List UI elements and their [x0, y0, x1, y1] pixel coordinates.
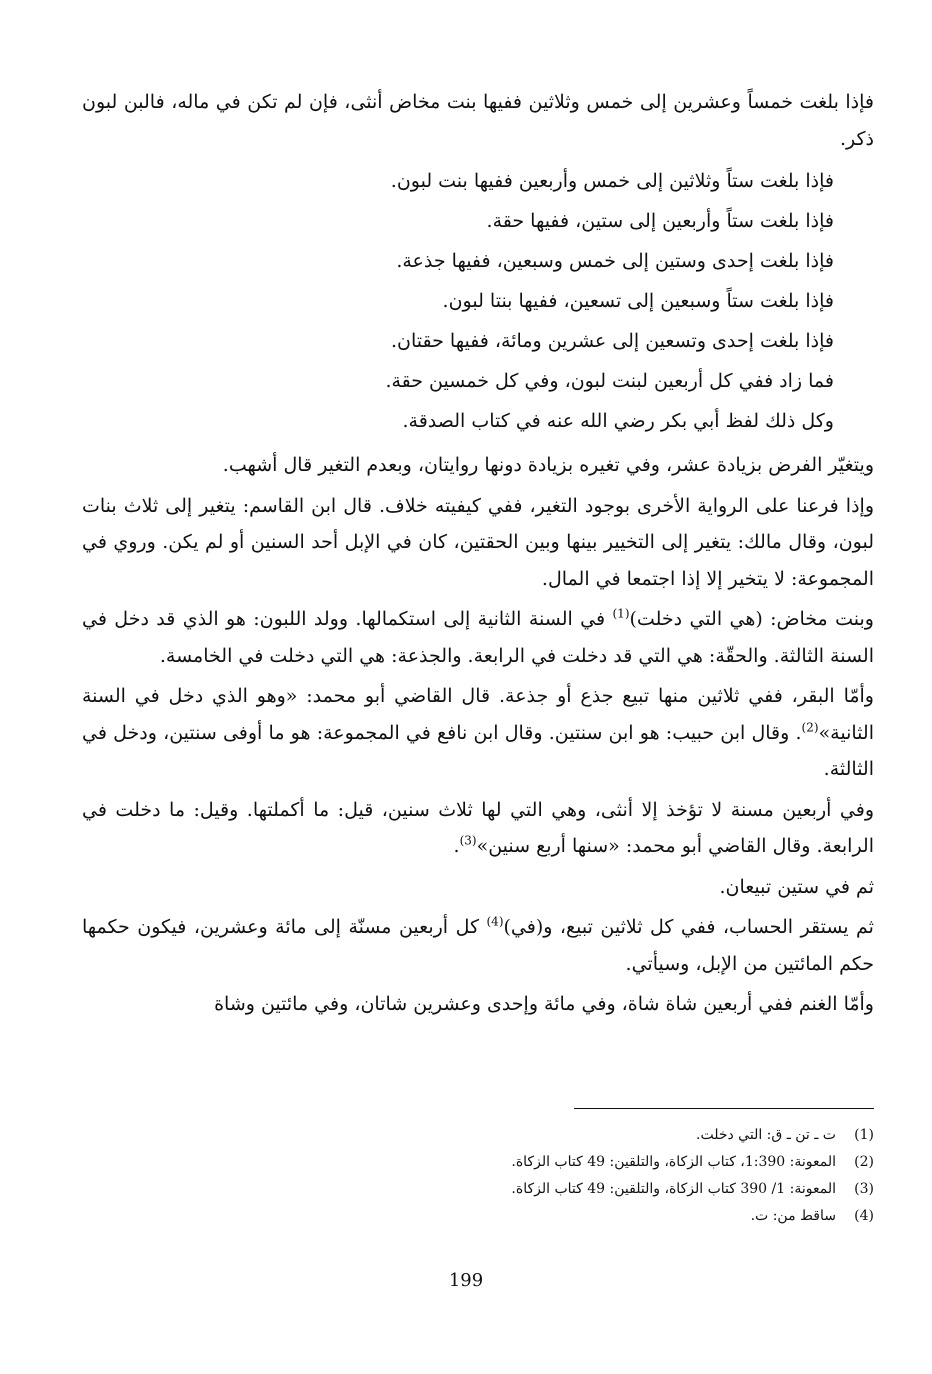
footnote-ref-2: (2) — [801, 720, 819, 735]
footnote-number: (3) — [854, 1181, 874, 1197]
footnote-divider — [574, 1108, 874, 1109]
verse-line: فإذا بلغت إحدى وتسعين إلى عشرين ومائة، ففيها حقتان. — [391, 330, 834, 352]
footnote-ref-4: (4) — [486, 914, 504, 929]
paragraph-5 — [82, 678, 874, 788]
footnote-text: ت ـ تن ـ ق: التي دخلت. — [696, 1127, 836, 1143]
footnote-text: المعونة: 1:390، كتاب الزكاة، والتلقين: 49 كتاب الزكاة. — [511, 1154, 836, 1170]
paragraph-7: ثم في ستين تبيعان. — [719, 875, 874, 898]
footnote-ref-3: (3) — [459, 833, 477, 848]
paragraph-5-rest: . وقال ابن حبيب: هو ابن سنتين. وقال ابن نافع في المجموعة: هو ما أوفى سنتين، ودخل في الثالثة. — [82, 721, 874, 780]
paragraph-4 — [82, 601, 874, 674]
paragraph-6-start: وفي أربعين مسنة لا تؤخذ إلا أنثى، وهي التي لها ثلاث سنين، قيل: ما أكملتها. وقيل: ما دخلت في الرابعة. وقال القاضي أبو محمد: «سنها أربع سنين» — [82, 798, 874, 857]
paragraph-2: ويتغيّر الفرض بزيادة عشر، وفي تغيره بزيادة دونها روايتان، وبعدم التغير قال أشهب. — [222, 454, 874, 476]
footnotes — [274, 1122, 874, 1230]
verse-line: فإذا بلغت ستاً وسبعين إلى تسعين، ففيها بنتا لبون. — [442, 290, 834, 312]
footnote-item — [274, 1149, 874, 1176]
paragraph-8-start: ثم يستقر الحساب، ففي كل ثلاثين تبيع، و(في) — [503, 916, 874, 938]
footnote-number: (4) — [854, 1208, 874, 1224]
footnote-text: ساقط من: ت. — [750, 1208, 836, 1224]
footnote-number: (2) — [854, 1154, 874, 1170]
paragraph-6 — [82, 792, 874, 865]
paragraph-8-rest: كل أربعين مسنّة إلى مائة وعشرين، فيكون حكمها حكم المائتين من الإبل، وسيأتي. — [82, 916, 874, 975]
paragraph-6-rest: . — [453, 835, 460, 857]
paragraph-4-start: وبنت مخاض: (هي التي دخلت) — [629, 608, 874, 630]
verse-line: فإذا بلغت ستاً وأربعين إلى ستين، ففيها حقة. — [486, 210, 834, 232]
main-text — [82, 84, 874, 1027]
paragraph-3: وإذا فرعنا على الرواية الأخرى بوجود التغير، ففي كيفيته خلاف. قال ابن القاسم: يتغير إلى ثلاث بنات لبون، وقال مالك: يتغير إلى التخيير بينها وبين الحقتين، كان في الإبل أحد السنين أو لم يكن. وروي في المجموعة: لا يتخير إلا إذا اجتمعا في المال. — [82, 494, 874, 590]
footnote-item — [274, 1176, 874, 1203]
verse-line: فإذا بلغت ستاً وثلاثين إلى خمس وأربعين ففيها بنت لبون. — [390, 170, 834, 192]
verse-line: وكل ذلك لفظ أبي بكر رضي الله عنه في كتاب الصدقة. — [402, 410, 834, 432]
verse-line: فما زاد ففي كل أربعين لبنت لبون، وفي كل خمسين حقة. — [385, 370, 834, 392]
verse-line: فإذا بلغت إحدى وستين إلى خمس وسبعين، ففيها جذعة. — [396, 250, 834, 272]
paragraph-9: وأمّا الغنم ففي أربعين شاة شاة، وفي مائة وإحدى وعشرين شاتان، وفي مائتين وشاة — [214, 993, 874, 1015]
paragraph-8 — [82, 909, 874, 982]
footnote-item — [274, 1122, 874, 1149]
footnote-text: المعونة: 1/ 390 كتاب الزكاة، والتلقين: 49 كتاب الزكاة. — [511, 1181, 836, 1197]
footnote-item — [274, 1203, 874, 1230]
paragraph-5-start: وأمّا البقر، ففي ثلاثين منها تبيع جذع أو جذعة. قال القاضي أبو محمد: «وهو الذي دخل في السنة الثانية» — [82, 685, 874, 744]
footnote-number: (1) — [854, 1127, 874, 1143]
footnote-ref-1: (1) — [612, 606, 630, 621]
paragraph-4-rest: في السنة الثانية إلى استكمالها. وولد اللبون: هو الذي قد دخل في السنة الثالثة. والحقّة: هي التي قد دخلت في الرابعة. والجذعة: هي التي دخلت في الخامسة. — [82, 608, 874, 667]
verse-list — [82, 161, 874, 441]
page-number: 199 — [448, 1270, 484, 1291]
paragraph-1: فإذا بلغت خمساً وعشرين إلى خمس وثلاثين ففيها بنت مخاض أنثى، فإن لم تكن في ماله، فالبن لبون ذكر. — [82, 91, 874, 150]
